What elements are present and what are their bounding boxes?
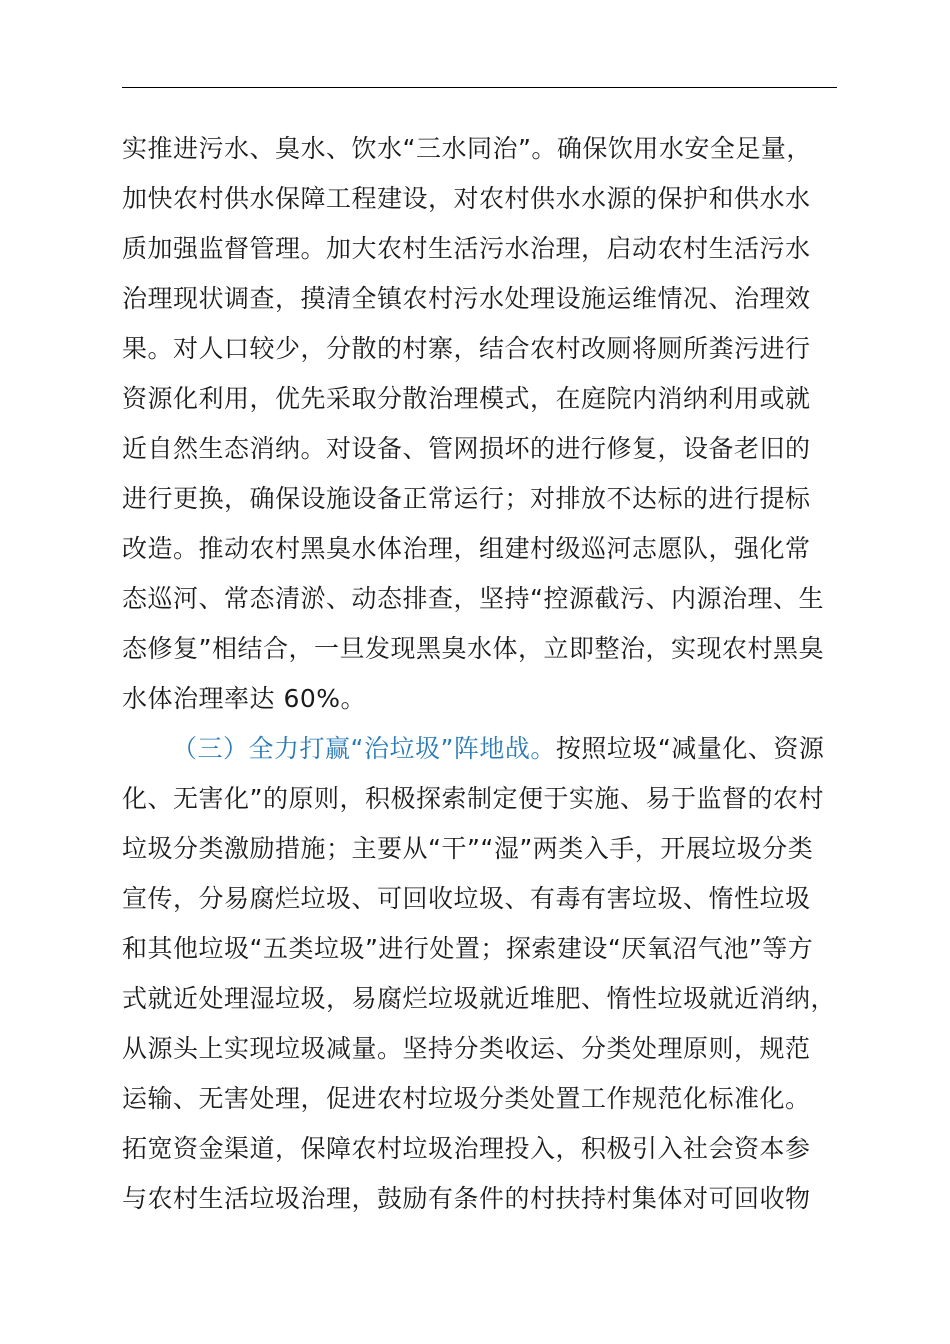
section-line: 拓宽资金渠道，保障农村垃圾治理投入，积极引入社会资本参 (122, 1134, 811, 1163)
body-line: 加快农村供水保障工程建设，对农村供水水源的保护和供水水 (122, 184, 811, 213)
section-line: 从源头上实现垃圾减量。坚持分类收运、分类处理原则，规范 (122, 1034, 811, 1063)
section-line: 运输、无害处理，促进农村垃圾分类处置工作规范化标准化。 (122, 1084, 811, 1113)
body-line: 态巡河、常态清淤、动态排查，坚持“控源截污、内源治理、生 (122, 584, 824, 613)
body-line: 进行更换，确保设施设备正常运行；对排放不达标的进行提标 (122, 484, 811, 513)
section-first-line-text: 按照垃圾“减量化、资源 (555, 734, 825, 763)
body-line: 质加强监督管理。加大农村生活污水治理，启动农村生活污水 (122, 234, 811, 263)
section-line: 和其他垃圾“五类垃圾”进行处置；探索建设“厌氧沼气池”等方 (122, 934, 814, 963)
section-line: 式就近处理湿垃圾，易腐烂垃圾就近堆肥、惰性垃圾就近消纳， (122, 984, 837, 1013)
section-line: 化、无害化”的原则，积极探索制定便于实施、易于监督的农村 (122, 784, 824, 813)
body-line: 资源化利用，优先采取分散治理模式，在庭院内消纳利用或就 (122, 384, 811, 413)
body-line: 水体治理率达 60%。 (122, 684, 367, 713)
section-line: 垃圾分类激励措施；主要从“干”“湿”两类入手，开展垃圾分类 (122, 834, 814, 863)
section-line: 宣传，分易腐烂垃圾、可回收垃圾、有毒有害垃圾、惰性垃圾 (122, 884, 811, 913)
section-first-line (122, 724, 882, 774)
section-line: 与农村生活垃圾治理，鼓励有条件的村扶持村集体对可回收物 (122, 1184, 811, 1213)
section-heading: （三）全力打赢“治垃圾”阵地战。 (172, 734, 556, 763)
body-line: 实推进污水、臭水、饮水“三水同治”。确保饮用水安全足量， (122, 134, 812, 163)
body-line: 近自然生态消纳。对设备、管网损坏的进行修复，设备老旧的 (122, 434, 811, 463)
header-rule (122, 87, 837, 88)
body-line: 态修复”相结合，一旦发现黑臭水体，立即整治，实现农村黑臭 (122, 634, 824, 663)
body-line: 改造。推动农村黑臭水体治理，组建村级巡河志愿队，强化常 (122, 534, 811, 563)
document-body (122, 124, 882, 1224)
body-line: 果。对人口较少，分散的村寨，结合农村改厕将厕所粪污进行 (122, 334, 811, 363)
body-line: 治理现状调查，摸清全镇农村污水处理设施运维情况、治理效 (122, 284, 811, 313)
